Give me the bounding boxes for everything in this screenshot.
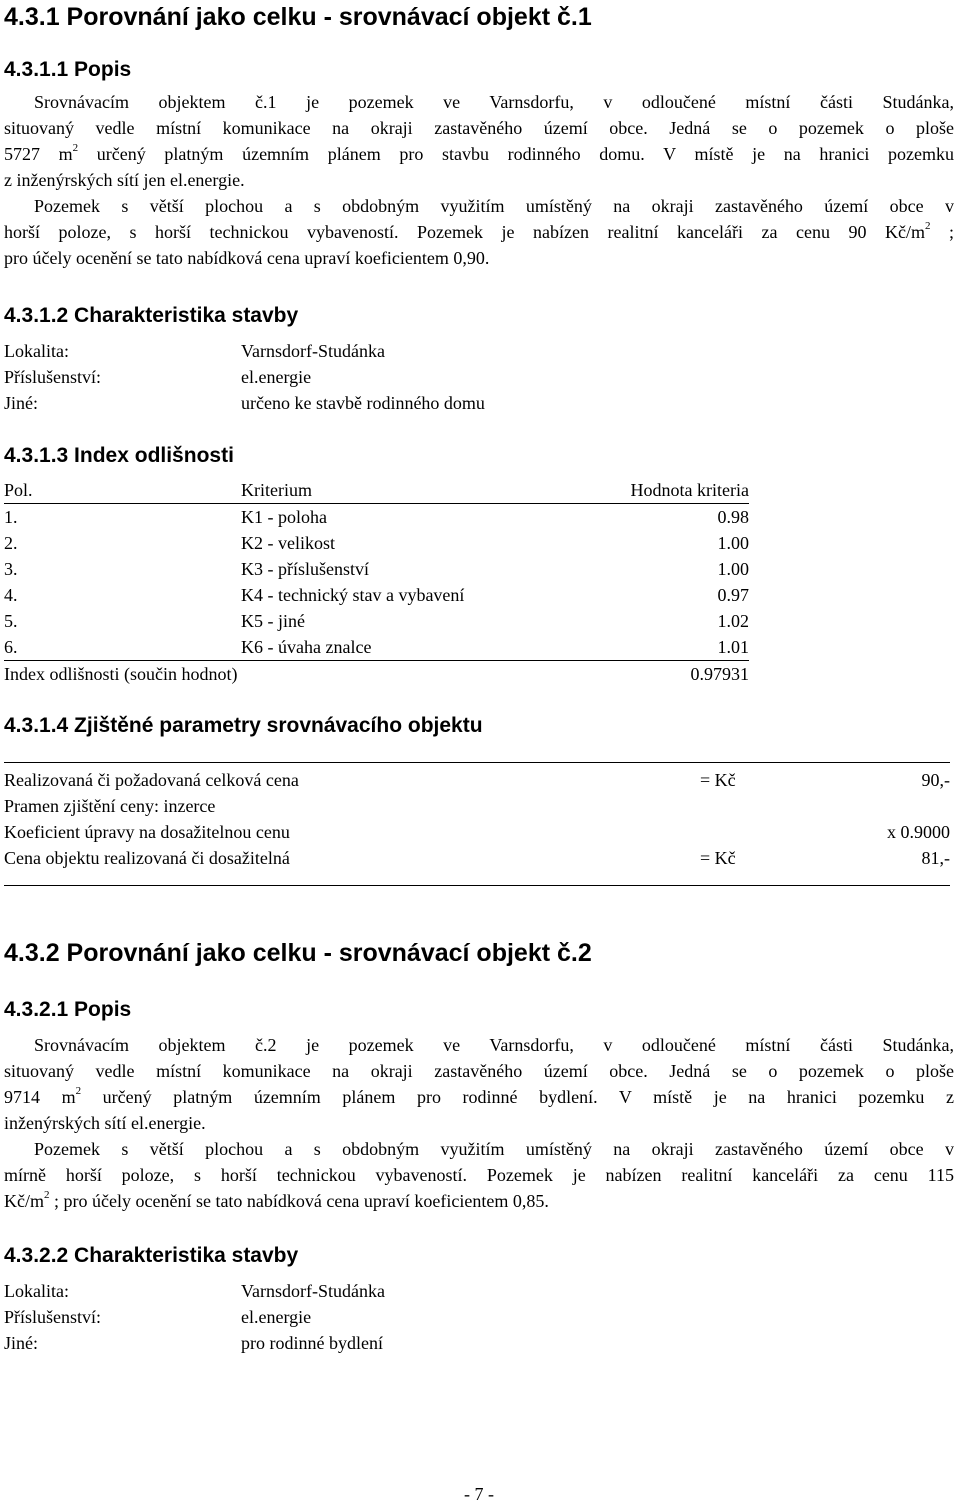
text-line: z inženýrských sítí jen el.energie. — [4, 170, 245, 190]
params-row: Cena objektu realizovaná či dosažitelná = Kč 81,- — [4, 848, 950, 868]
index-heading-1: 4.3.1.3 Index odlišnosti — [4, 444, 234, 467]
table-row: 5. K5 - jiné 1.02 — [4, 611, 749, 631]
text-line: inženýrských sítí el.energie. — [4, 1113, 206, 1133]
index-header-row: Pol. Kriterium Hodnota kriteria — [4, 477, 749, 504]
params-table — [4, 762, 950, 886]
charakteristika-heading-2: 4.3.2.2 Charakteristika stavby — [4, 1244, 299, 1267]
charakteristika-heading-1: 4.3.1.2 Charakteristika stavby — [4, 304, 299, 327]
params-row: Pramen zjištění ceny: inzerce — [4, 796, 216, 816]
text-line: $Kč/m^2$ ; pro účely ocenění se tato nabídková cena upraví koeficientem 0,85. — [4, 1189, 549, 1211]
popis-heading-2: 4.3.2.1 Popis — [4, 998, 132, 1021]
text-line: mírně horší poloze, s horší technickou vybaveností. Pozemek je nabízen realitní kanceláři za cenu 115 — [4, 1165, 954, 1185]
text-line: Pozemek s větší plochou a s obdobným využitím umístěný na okraji zastavěného území obce v — [34, 1139, 954, 1159]
page-number: - 7 - — [464, 1484, 494, 1504]
text-line: Srovnávacím objektem č.1 je pozemek ve Varnsdorfu, v odloučené místní části Studánka, — [34, 92, 954, 112]
popis-heading-1: 4.3.1.1 Popis — [4, 58, 132, 81]
divider — [4, 762, 950, 763]
params-row: Realizovaná či požadovaná celková cena = Kč 90,- — [4, 770, 950, 790]
section-title-1: 4.3.1 Porovnání jako celku - srovnávací objekt č.1 — [4, 3, 592, 31]
divider — [4, 885, 950, 886]
text-line: pro účely ocenění se tato nabídková cena upraví koeficientem 0,90. — [4, 248, 490, 268]
section-title-2: 4.3.2 Porovnání jako celku - srovnávací objekt č.2 — [4, 939, 592, 967]
popis-paragraph-1 — [4, 89, 954, 271]
text-line: 9714 $m^2$ určený platným územním plánem pro rodinné bydlení. V místě je na hranici pozemku z — [4, 1085, 954, 1107]
popis-paragraph-2 — [4, 1032, 954, 1214]
table-row: 1. K1 - poloha 0.98 — [4, 507, 749, 527]
index-total-row: Index odlišnosti (součin hodnot) 0.97931 — [4, 664, 749, 684]
table-row: 6. K6 - úvaha znalce 1.01 — [4, 634, 749, 661]
text-line: horší poloze, s horší technickou vybaveností. Pozemek je nabízen realitní kanceláři za cenu 90 $Kč/m^2$ ; — [4, 220, 954, 242]
text-line: situovaný vedle místní komunikace na okraji zastavěného území obce. Jedná se o pozemek o ploše — [4, 1061, 954, 1081]
table-row: 4. K4 - technický stav a vybavení 0.97 — [4, 585, 749, 605]
text-line: situovaný vedle místní komunikace na okraji zastavěného území obce. Jedná se o pozemek o ploše — [4, 118, 954, 138]
text-line: 5727 $m^2$ určený platným územním plánem pro stavbu rodinného domu. V místě je na hranici pozemku — [4, 142, 954, 164]
index-table — [4, 477, 749, 687]
text-line: Srovnávacím objektem č.2 je pozemek ve Varnsdorfu, v odloučené místní části Studánka, — [34, 1035, 954, 1055]
table-row: 2. K2 - velikost 1.00 — [4, 533, 749, 553]
text-line: Pozemek s větší plochou a s obdobným využitím umístěný na okraji zastavěného území obce v — [34, 196, 954, 216]
table-row: 3. K3 - příslušenství 1.00 — [4, 559, 749, 579]
params-row: Koeficient úpravy na dosažitelnou cenu x 0.9000 — [4, 822, 950, 842]
params-heading-1: 4.3.1.4 Zjištěné parametry srovnávacího objektu — [4, 714, 483, 737]
